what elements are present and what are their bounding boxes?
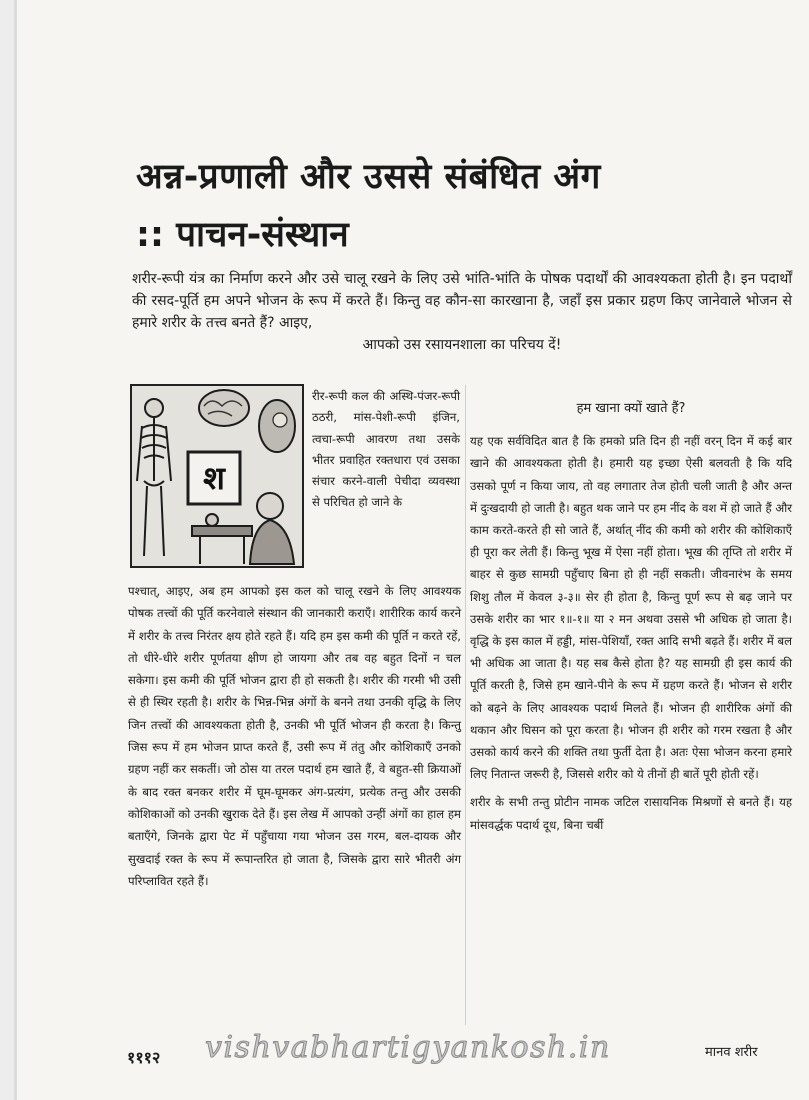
digestion-illustration [132,386,302,566]
scan-edge [0,0,14,1100]
article-title: अन्न-प्रणाली और उससे संबंधित अंग [136,157,601,197]
column-divider [465,385,466,1025]
intro-main: शरीर-रूपी यंत्र का निर्माण करने और उसे चालू रखने के लिए उसे भांति-भांति के पोषक पदार्थों की आवश्यकता होती है। इन पदार्थों की रसद-पूर्ति हम अपने भोजन के रूप में करते हैं। किन्तु वह कौन-सा कारखाना है, जहाँ इस प्रकार ग्रहण किए जानेवाले भोजन से हमारे शरीर के तत्त्व बनते हैं? आइए, [132,271,792,331]
right-paragraph-2: शरीर के सभी तन्तु प्रोटीन नामक जटिल रासायनिक मिश्रणों से बनते हैं। यह मांसवर्द्धक पदार्थ दूध, बिना चर्बी [470,795,792,832]
section-heading: हम खाना क्यों खाते हैं? [576,401,686,416]
intro-paragraph [132,268,792,356]
left-column-body [128,580,461,892]
page-number: १११२ [127,1048,161,1067]
running-head: मानव शरीर [705,1045,758,1060]
watermark-text: vishvabhartigyankosh.in [205,1030,611,1065]
brain-figure [199,390,249,426]
scan-edge-shadow [14,0,17,1100]
wrap-text: रीर-रूपी कल की अस्थि-पंजर-रूपी ठठरी, मांस-पेशी-रूपी इंजिन, त्वचा-रूपी आवरण तथा उसके भीतर प्रवाहित रक्तधारा एवं उसका संचार करने-वाली पेचीदा व्यवस्था से परिचित हो जाने के [312,389,460,510]
article-subtitle: :: पाचन-संस्थान [136,215,349,255]
left-column-paragraph: पश्चात्, आइए, अब हम आपको इस कल को चालू रखने के लिए आवश्यक पोषक तत्त्वों की पूर्ति करनेवाले संस्थान की जानकारी कराएँ। शारीरिक कार्य करने में शरीर के तत्त्व निरंतर क्षय होते रहते हैं। यदि हम इस कमी की पूर्ति न करते रहें, तो धीरे-धीरे शरीर पूर्णतया क्षीण हो जायगा और तब वह बहुत दिनों न चल सकेगा। इस कमी की पूर्ति भोजन द्वारा ही हो सकती है। शरीर की गरमी भी उसी से ही स्थिर रहती है। शरीर के भिन्न-भिन्न अंगों के बनने तथा उनकी वृद्धि के लिए जिन तत्त्वों की आवश्यकता होती है, उनकी भी पूर्ति भोजन ही करता है। किन्तु जिस रूप में हम भोजन प्राप्त करते हैं, उसी रूप में तंतु और कोशिकाएँ उनको ग्रहण नहीं कर सकतीं। जो ठोस या तरल पदार्थ हम खाते हैं, वे बहुत-सी क्रियाओं के बाद रक्त बनकर शरीर में घूम-घूमकर अंग-प्रत्यंग, प्रत्येक तन्तु और उसकी कोशिकाओं को उनकी खुराक देते हैं। इस लेख में आपको उन्हीं अंगों का हाल हम बताएँगे, जिनके द्वारा पेट में पहुँचाया गया भोजन उस गरम, बल-दायक और सुखदाई रक्त के रूप में रूपान्तरित हो जाता है, जिसके द्वारा सारे भीतरी अंग परिप्लावित रहते हैं। [128,584,461,888]
wrap-text-block [312,386,460,514]
intro-last-line: आपको उस रसायनशाला का परिचय दें! [362,337,562,353]
right-paragraph-1: यह एक सर्वविदित बात है कि हमको प्रति दिन ही नहीं वरन् दिन में कई बार खाने की आवश्यकता होती है। हमारी यह इच्छा ऐसी बलवती है कि यदि उसको पूर्ण न किया जाय, तो वह लगातार तेज होती चली जाती है और अन्त में दुःखदायी हो जाती है। बहुत थक जाने पर हम नींद के वश में हो जाते हैं और काम करते-करते ही सो जाते हैं, अर्थात् नींद की कमी को शरीर की कोशिकाएँ ही पूरा कर लेती हैं। किन्तु भूख में ऐसा नहीं होता। भूख की तृप्ति तो शरीर में बाहर से कुछ सामग्री पहुँचाए बिना हो ही नहीं सकती। जीवनारंभ के समय शिशु तौल में केवल ३-३॥ सेर ही होता है, किन्तु पूर्ण रूप से बढ़ जाने पर उसके शरीर का भार १॥-१॥ या २ मन अथवा उससे भी अधिक हो जाता है। वृद्धि के इस काल में हड्डी, मांस-पेशियाँ, रक्त आदि सभी बढ़ते हैं। शरीर में बल भी अधिक आ जाता है। यह सब कैसे होता है? यह सामग्री ही इस कार्य की पूर्ति करती है, जिसे हम खाने-पीने के रूप में ग्रहण करते हैं। भोजन से शरीर को बढ़ने के लिए आवश्यक पदार्थ मिलते हैं। भोजन ही शारीरिक अंगों की थकान और घिसन को पूरा करता है। भोजन ही शरीर को गरम रखता है और उसको कार्य करने की शक्ति तथा फुर्ती देता है। अतः ऐसा भोजन करना हमारे लिए नितान्त जरूरी है, जिससे शरीर को ये तीनों ही बातें पूरी होती रहें। [470,434,792,782]
embryo-figure [259,400,295,452]
right-column [470,398,792,836]
illustration-box [130,384,304,568]
drop-cap-letter: श [203,459,225,497]
